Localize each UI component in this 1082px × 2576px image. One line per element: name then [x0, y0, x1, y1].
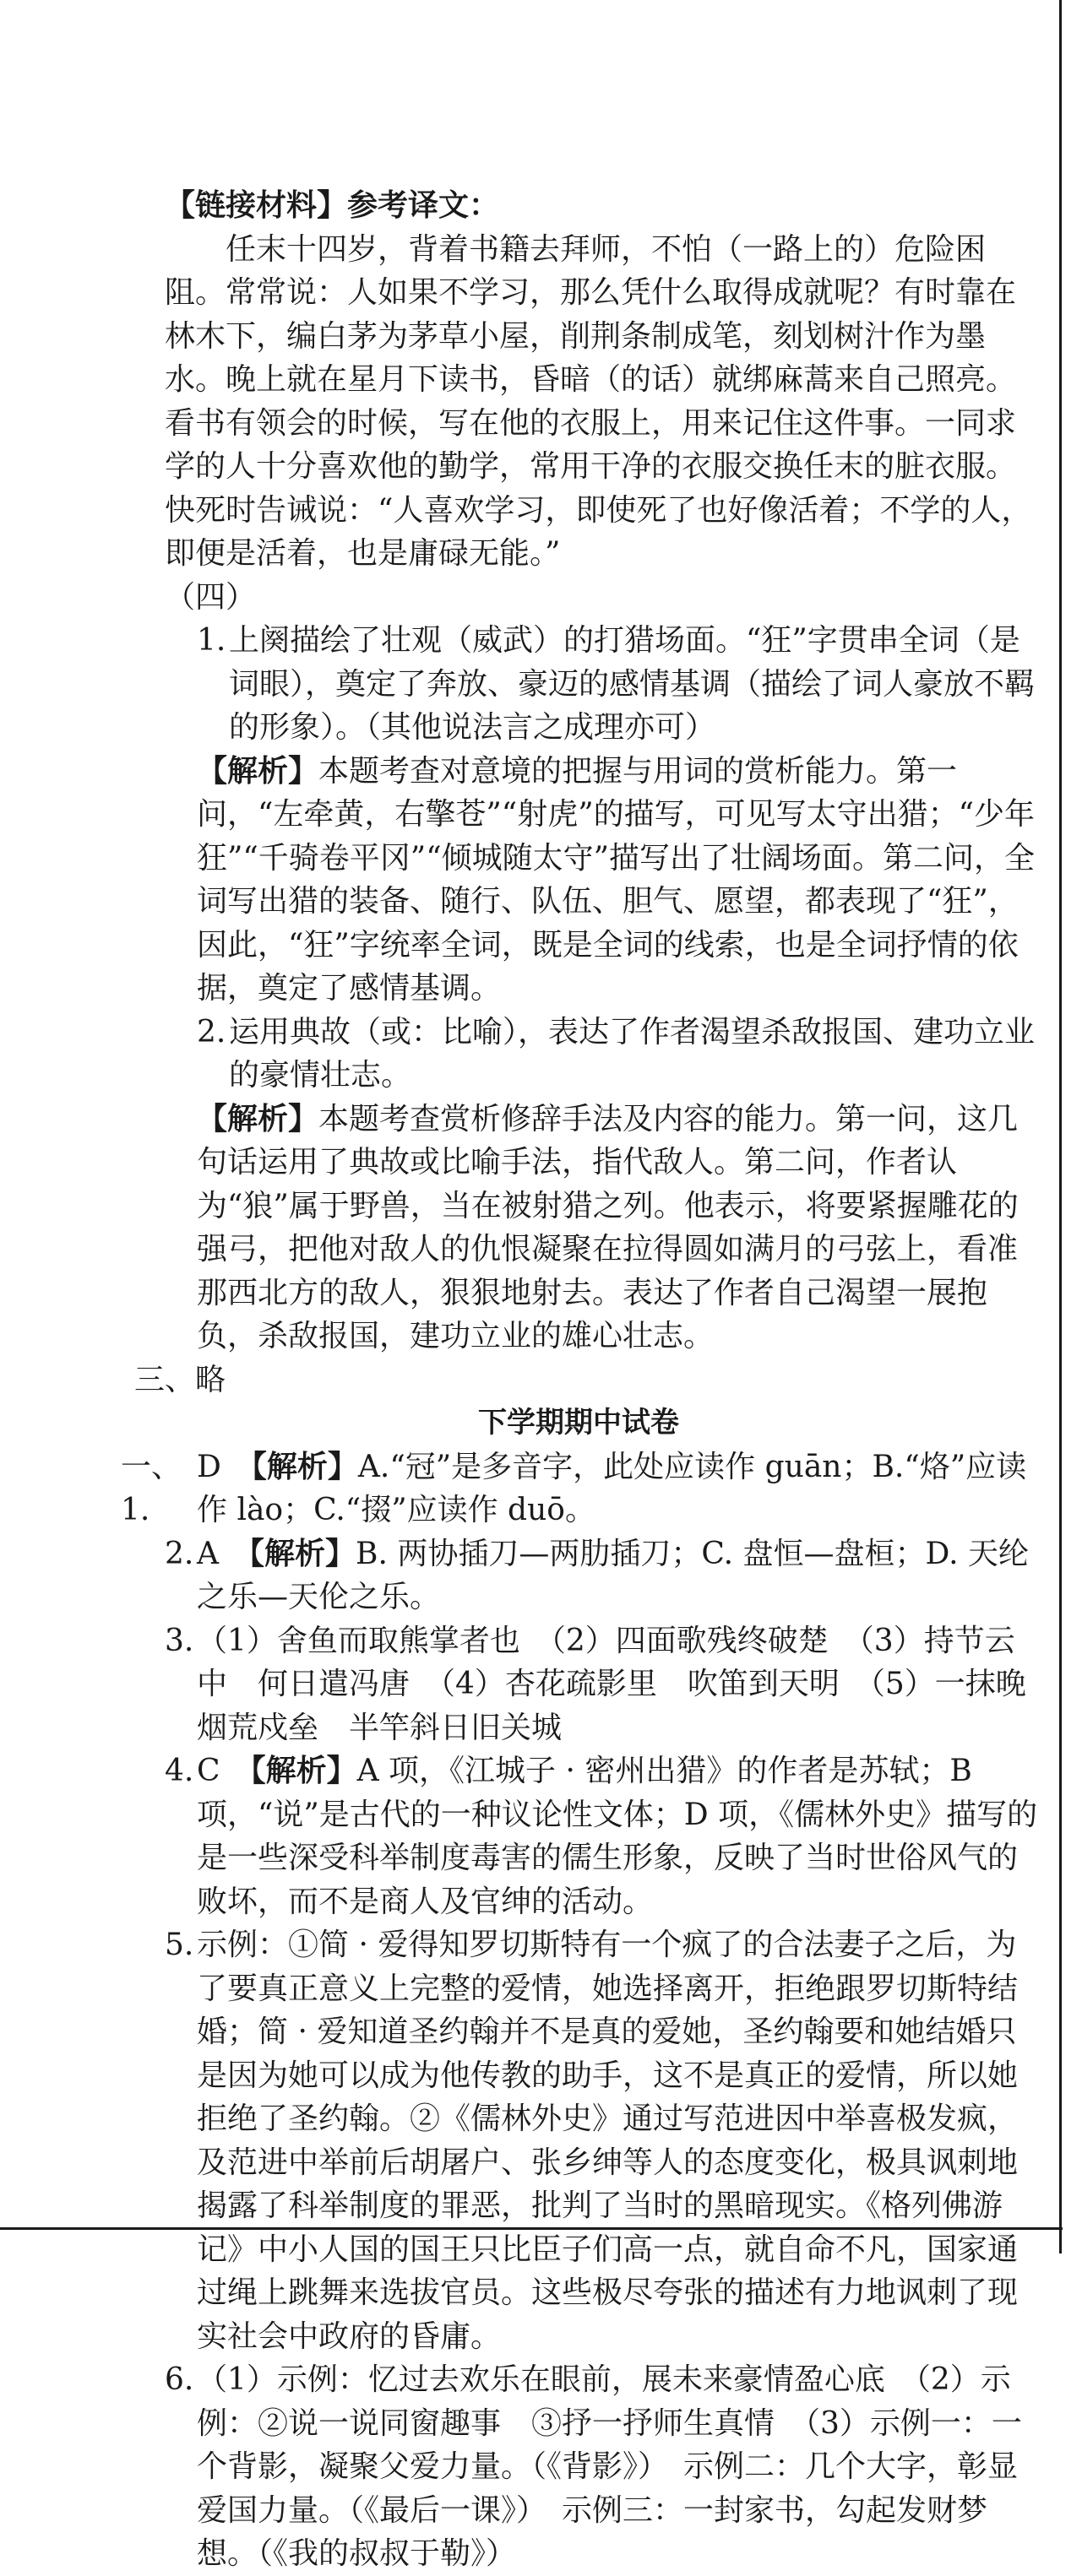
- part4-q2-analysis: [165, 1098, 1043, 1359]
- exam-question-3: [165, 1619, 1043, 1750]
- exam-question-4: [165, 1749, 1043, 1923]
- analysis-text: B. 两协插刀—两肋插刀；C. 盘恒—盘桓；D. 天纶之乐—天伦之乐。: [197, 1536, 1029, 1614]
- answer-content: [121, 184, 1043, 2576]
- link-material-heading: 【链接材料】参考译文：: [165, 188, 500, 223]
- analysis-tag: 【解析】: [250, 1754, 357, 1788]
- part4-question-1: [165, 619, 1043, 750]
- exam-question-6: [165, 2358, 1043, 2576]
- part4-question-2: [165, 1011, 1043, 1098]
- choice-answer: C: [197, 1754, 220, 1788]
- exam-section-title: 下学期期中试卷: [478, 1406, 679, 1440]
- question-number: 一、1.: [121, 1449, 182, 1527]
- question-number: 4.: [165, 1754, 194, 1788]
- part4-q1-analysis: [165, 750, 1043, 1011]
- answer-text: （1）示例：忆过去欢乐在眼前，展未来豪情盈心底 （2）示例：②说一说同窗趣事 ③抒一抒师生真情 （3）示例一：一个背影，凝聚父爱力量。（《背影》） 示例二：几个大字，彰显爱国力量。（《最后一课》） 示例三：一封家书，勾起发财梦想。（《我的叔叔于勒》）: [197, 2362, 1022, 2571]
- choice-answer: A: [197, 1536, 219, 1571]
- exam-question-5: [165, 1923, 1043, 2358]
- exam-question-1: [121, 1445, 1043, 1532]
- answer-text: 运用典故（或：比喻），表达了作者渴望杀敌报国、建功立业的豪情壮志。: [229, 1014, 1036, 1093]
- question-number: 2.: [165, 1536, 194, 1571]
- part-three-label: 三、略: [134, 1362, 226, 1397]
- right-border-line: [1059, 0, 1062, 2253]
- part-four-label: （四）: [165, 579, 257, 615]
- analysis-text: A.“冠”是多音字，此处应读作 guān；B.“烙”应读作 lào；C.“掇”应读作 duō。: [197, 1449, 1027, 1527]
- question-number: 5.: [165, 1928, 194, 1962]
- answer-text: 上阕描绘了壮观（威武）的打猎场面。“狂”字贯串全词（是词眼），奠定了奔放、豪迈的感情基调（描绘了词人豪放不羁的形象）。（其他说法言之成理亦可）: [229, 623, 1036, 745]
- analysis-text: A 项，《江城子 · 密州出猎》的作者是苏轼；B 项，“说”是古代的一种议论性文体；D 项，《儒林外史》描写的是一些深受科举制度毒害的儒生形象，反映了当时世俗风气的败坏，而不是商人及官绅的活动。: [197, 1754, 1038, 1919]
- analysis-text: 本题考查赏析修辞手法及内容的能力。第一问，这几句话运用了典故或比喻手法，指代敌人。第二问，作者认为“狼”属于野兽，当在被射猎之列。他表示，将要紧握雕花的强弓，把他对敌人的仇恨凝聚在拉得圆如满月的弓弦上，看准那西北方的敌人，狠狠地射去。表达了作者自己渴望一展抱负，杀敌报国，建功立业的雄心壮志。: [197, 1101, 1019, 1353]
- question-number: 2.: [197, 1014, 226, 1049]
- analysis-text: 本题考查对意境的把握与用词的赏析能力。第一问，“左牵黄，右擎苍”“射虎”的描写，可见写太守出猎；“少年狂”“千骑卷平冈”“倾城随太守”描写出了壮阔场面。第二问，全词写出猎的装备、随行、队伍、胆气、愿望，都表现了“狂”，因此，“狂”字统率全词，既是全词的线索，也是全词抒情的依据，奠定了感情基调。: [197, 753, 1036, 1006]
- analysis-tag: 【解析】: [249, 1536, 356, 1571]
- analysis-tag: 【解析】: [251, 1449, 358, 1484]
- answer-text: 示例：①简 · 爱得知罗切斯特有一个疯了的合法妻子之后，为了要真正意义上完整的爱情，她选择离开，拒绝跟罗切斯特结婚；简 · 爱知道圣约翰并不是真的爱她，圣约翰要和她结婚只是因为她可以成为他传教的助手，这不是真正的爱情，所以她拒绝了圣约翰。②《儒林外史》通过写范进因中举喜极发疯，及范进中举前后胡屠户、张乡绅等人的态度变化，极具讽刺地揭露了科举制度的罪恶，批判了当时的黑暗现实。《格列佛游记》中小人国的国王只比臣子们高一点，就自命不凡，国家通过绳上跳舞来选拔官员。这些极尽夸张的描述有力地讽刺了现实社会中政府的昏庸。: [197, 1928, 1019, 2354]
- exam-question-2: [165, 1532, 1043, 1619]
- question-number: 3.: [165, 1623, 194, 1658]
- link-material-translation: 任末十四岁，背着书籍去拜师，不怕（一路上的）危险困阻。常常说：人如果不学习，那么凭什么取得成就呢？有时靠在林木下，编白茅为茅草小屋，削荆条制成笔，刻划树汁作为墨水。晚上就在星月下读书，昏暗（的话）就绑麻蒿来自己照亮。看书有领会的时候，写在他的衣服上，用来记住这件事。一同求学的人十分喜欢他的勤学，常用干净的衣服交换任末的脏衣服。快死时告诫说：“人喜欢学习，即使死了也好像活着；不学的人，即便是活着，也是庸碌无能。”: [165, 231, 1032, 571]
- question-number: 1.: [197, 623, 226, 658]
- choice-answer: D: [197, 1449, 221, 1484]
- question-number: 6.: [165, 2362, 194, 2397]
- answer-text: （1）舍鱼而取熊掌者也 （2）四面歌残终破楚 （3）持节云中 何日遣冯唐 （4）杏花疏影里 吹笛到天明 （5）一抹晚烟荒戍垒 半竿斜日旧关城: [197, 1623, 1026, 1745]
- analysis-tag: 【解析】: [197, 753, 319, 789]
- analysis-tag: 【解析】: [197, 1101, 319, 1136]
